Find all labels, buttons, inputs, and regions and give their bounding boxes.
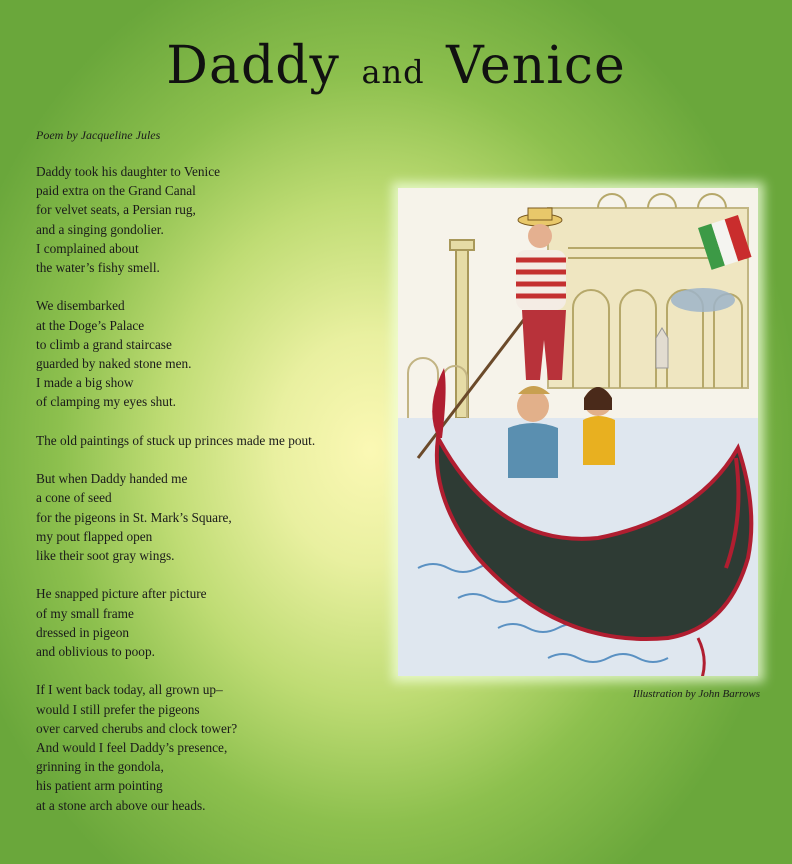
poem-line: Daddy took his daughter to Venice: [36, 164, 221, 179]
poem-line: the water’s fishy smell.: [36, 260, 160, 276]
poem-body: [36, 162, 376, 834]
poem-line: my pout flapped open: [36, 528, 153, 544]
title-word-venice: Venice: [446, 36, 626, 96]
poem-line: paid extra on the Grand Canal: [36, 183, 196, 199]
poem-line: grinning in the gondola,: [36, 759, 164, 775]
poem-line: at the Doge’s Palace: [36, 317, 145, 333]
poem-line: over carved cherubs and clock tower?: [36, 720, 238, 736]
poem-line: dressed in pigeon: [36, 624, 130, 640]
title-word-and: and: [361, 53, 425, 91]
poem-line: He snapped picture after picture: [36, 586, 207, 602]
stanza-3: [36, 431, 376, 450]
poem-line: and oblivious to poop.: [36, 644, 155, 660]
poem-line: We disembarked: [36, 298, 125, 314]
poem-line: And would I feel Daddy’s presence,: [36, 740, 228, 756]
poem-line: I made a big show: [36, 375, 134, 391]
stanza-2: [36, 296, 376, 411]
poem-line: If I went back today, all grown up–: [36, 682, 223, 698]
title-word-daddy: Daddy: [166, 36, 340, 96]
poem-line: a cone of seed: [36, 490, 112, 506]
poem-line: I complained about: [36, 240, 139, 256]
poem-line: of clamping my eyes shut.: [36, 394, 176, 410]
stanza-1: [36, 162, 376, 277]
pigeon: [671, 288, 735, 312]
poem-line: for the pigeons in St. Mark’s Square,: [36, 509, 232, 525]
poem-line: would I still prefer the pigeons: [36, 701, 200, 717]
illustration-credit: Illustration by John Barrows: [632, 688, 760, 700]
poem-line: But when Daddy handed me: [36, 471, 188, 487]
poem-byline: Poem by Jacqueline Jules: [36, 128, 161, 142]
poem-line: and a singing gondolier.: [36, 221, 164, 237]
poem-line: for velvet seats, a Persian rug,: [36, 202, 196, 218]
poem-line: his patient arm pointing: [36, 778, 163, 794]
poem-line: guarded by naked stone men.: [36, 356, 192, 372]
poem-line: The old paintings of stuck up princes made me pout.: [36, 432, 316, 448]
page-title: [0, 36, 792, 96]
poem-line: like their soot gray wings.: [36, 548, 175, 564]
gondola-illustration: [398, 188, 758, 676]
poem-line: to climb a grand staircase: [36, 336, 172, 352]
stanza-4: [36, 469, 376, 565]
poem-line: of my small frame: [36, 605, 134, 621]
stanza-5: [36, 584, 376, 661]
poem-line: at a stone arch above our heads.: [36, 797, 206, 813]
stanza-6: [36, 680, 376, 814]
